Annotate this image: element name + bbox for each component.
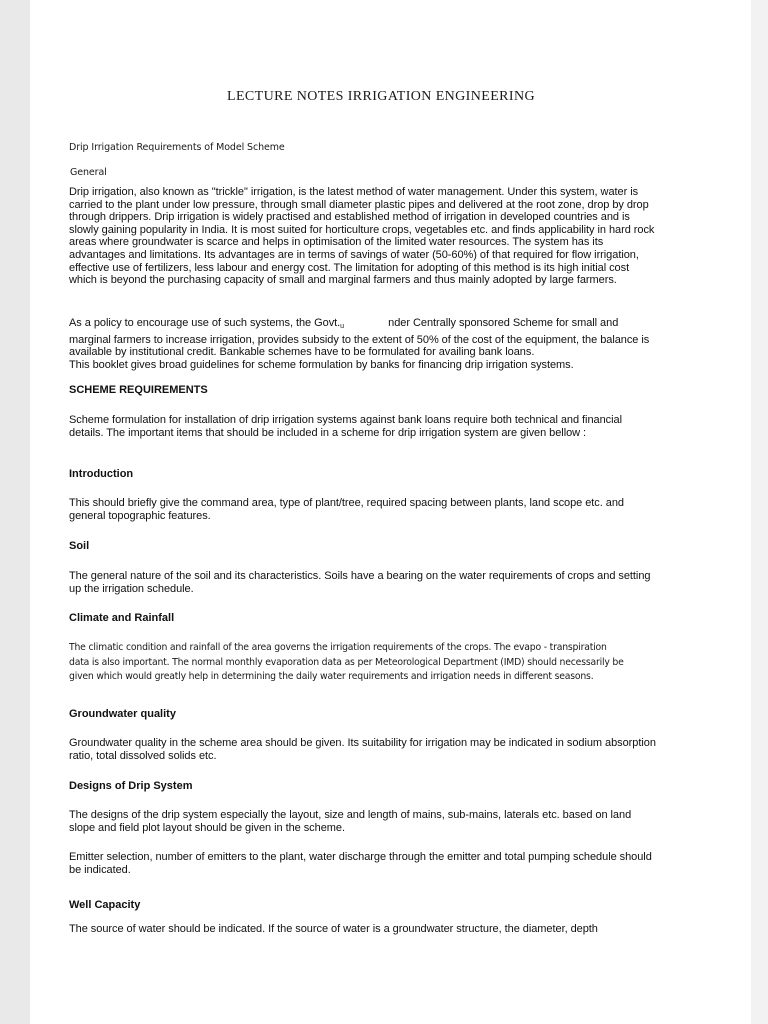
- document-subtitle: Drip Irrigation Requirements of Model Scheme: [69, 142, 285, 153]
- intro-paragraph: Drip irrigation, also known as "trickle" irrigation, is the latest method of water management. Under this system, water is carried to the plant under low pressure, through small diameter plastic pipes and delivered at the root zone, drop by drop through drippers. Drip irrigation is widely practised and established method of irrigation in developed countries and is slowly gaining popularity in India. It is most suited for horticulture crops, vegetables etc. and finds applicability in hard rock areas where groundwater is scarce and helps in optimisation of the limited water resources. The system has its advantages and limitations. Its advantages are in terms of savings of water (50-60%) of that required for flow irrigation, effective use of fertilizers, less labour and energy cost. The limitation for adopting of this method is its high initial cost which is beyond the purchasing capacity of small and marginal farmers and thus mainly adopted by large farmers.: [69, 186, 655, 287]
- scheme-requirements-heading: SCHEME REQUIREMENTS: [69, 384, 208, 396]
- soil-heading: Soil: [69, 540, 90, 552]
- soil-text: The general nature of the soil and its characteristics. Soils have a bearing on the water requirements of crops and setting up the irrigation schedule.: [69, 570, 651, 596]
- page-title: LECTURE NOTES IRRIGATION ENGINEERING: [227, 89, 535, 104]
- scheme-requirements-text: Scheme formulation for installation of drip irrigation systems against bank loans require both technical and financial details. The important items that should be included in a scheme for drip irrigation system are given bellow :: [69, 414, 622, 439]
- drip-design-heading: Designs of Drip System: [69, 780, 193, 792]
- groundwater-heading: Groundwater quality: [69, 708, 176, 720]
- well-capacity-heading: Well Capacity: [69, 899, 141, 911]
- scrollbar-track[interactable]: [751, 0, 768, 1024]
- document-page: [30, 0, 751, 1024]
- general-label: General: [70, 167, 107, 178]
- well-capacity-text: The source of water should be indicated. If the source of water is a groundwater structure, the diameter, depth: [69, 923, 598, 935]
- policy-glyph: u: [340, 323, 345, 330]
- climate-text: The climatic condition and rainfall of the area governs the irrigation requirements of the crops. The evapo - transpiration data is also important. The normal monthly evaporation data as per Meteorological Department (IMD) should necessarily be given which would greatly help in determining the daily water requirements and irrigation needs in different seasons.: [69, 642, 624, 682]
- booklet-line: This booklet gives broad guidelines for scheme formulation by banks for financing drip irrigation systems.: [69, 359, 574, 371]
- introduction-heading: Introduction: [69, 468, 134, 480]
- drip-design-text: The designs of the drip system especially the layout, size and length of mains, sub-mains, laterals etc. based on land slope and field plot layout should be given in the scheme.: [69, 809, 632, 835]
- groundwater-text: Groundwater quality in the scheme area should be given. Its suitability for irrigation may be indicated in sodium absorption ratio, total dissolved solids etc.: [69, 737, 656, 763]
- emitter-text: Emitter selection, number of emitters to the plant, water discharge through the emitter and total pumping schedule should be indicated.: [69, 851, 652, 877]
- introduction-text: This should briefly give the command area, type of plant/tree, required spacing between plants, land scope etc. and general topographic features.: [69, 497, 624, 523]
- policy-text-rest: nder Centrally sponsored Scheme for small and marginal farmers to increase irrigation, provides subsidy to the extent of 50% of the cost of the equipment, the balance is available by institutional credit. Bankable schemes have to be formulated for availing bank loans.: [69, 317, 650, 359]
- policy-text-start: As a policy to encourage use of such systems, the Govt.: [69, 317, 341, 329]
- policy-paragraph: [69, 317, 659, 359]
- climate-heading: Climate and Rainfall: [69, 612, 175, 624]
